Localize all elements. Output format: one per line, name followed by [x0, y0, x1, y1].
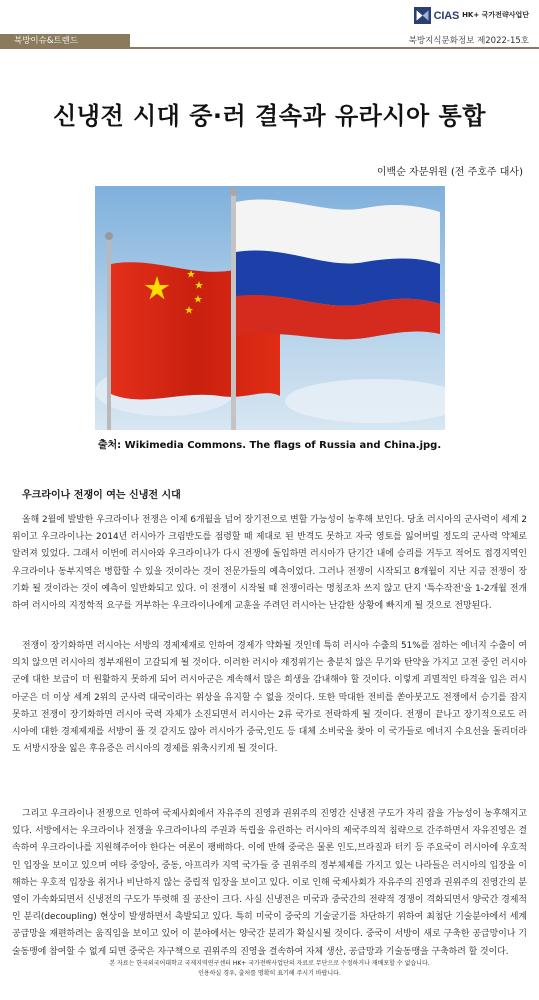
article-author: 이백순 자문위원 (전 주호주 대사) — [376, 167, 523, 178]
article-title: 신냉전 시대 중·러 결속과 유라시아 통합 — [53, 102, 486, 131]
header-bar — [0, 34, 539, 49]
cias-logo-icon — [414, 7, 431, 24]
footer-notice — [0, 959, 539, 979]
footer-line-2: 인용하실 경우, 출처를 명확히 표기해 주시기 바랍니다. — [198, 970, 341, 977]
paragraph-2: 전쟁이 장기화하면 러시아는 서방의 경제제재로 인하여 경제가 약화될 것인데 특히 러시아 수출의 51%를 점하는 에너지 수출이 여의치 않으면 러시아의 정부재원이 고갈되게 될 것이다. 이러한 러시아 재정위기는 충분치 않은 무기와 탄약을 가지고 고전 중인 러시아군에 대한 보급이 더 원활하지 못하게 되어 러시아군은 계속해서 많은 희생을 감내해야 할 것이다. 이렇게 괴멸적인 타격을 입은 러시아군은 더 이상 세계 2위의 군사력 대국이라는 위상을 유지할 수 없을 것이다. 또한 막대한 전비를 쏟아붓고도 전쟁에서 승기를 잡지 못하고 전쟁이 장기화하면 러시아 국력 자체가 소진되면서 러시아는 2류 국가로 전락하게 될 것이다. 전쟁이 끝나고 장기적으로도 러시아에 대한 경제제재를 서방이 풀 것 같지도 않아 러시아가 중국,인도 등 대체 소비국을 찾아 이 국가들로 에너지 수요선을 돌리더라도 서방시장을 잃은 후유증은 러시아의 경제를 위축시키게 될 것이다. — [12, 641, 527, 755]
flags-photo — [95, 186, 445, 430]
logo-org-name: HK+ 국가전략사업단 — [462, 10, 529, 19]
cias-logo — [414, 7, 529, 24]
issue-number: 북방지식문화정보 제2022-15호 — [408, 36, 529, 46]
logo-cias-text: CIAS — [433, 9, 460, 22]
footer-line-1: 본 자료는 한국외국어대학교 국제지역연구센터 HK+ 국가전략사업단의 자료로 무단으로 수정하거나 재배포할 수 없습니다. — [109, 960, 430, 967]
image-caption: 출처: Wikimedia Commons. The flags of Russia and China.jpg. — [97, 440, 442, 451]
section-heading: 우크라이나 전쟁이 여는 신냉전 시대 — [22, 490, 181, 501]
paragraph-3: 그리고 우크라이나 전쟁으로 인하여 국제사회에서 자유주의 진영과 권위주의 진영간 신냉전 구도가 자리 잡을 가능성이 농후해지고 있다. 서방에서는 우크라이나 전쟁을 우크라이나의 주권과 독립을 유린하는 러시아의 제국주의적 침략으로 간주하면서 자유진영은 결속하여 우크라이나를 지원해주어야 한다는 여론이 팽배하다. 이에 반해 중국은 물론 인도,브라질과 터키 등 주요국이 러시아에 우호적인 입장을 보이고 있으며 여타 중앙아, 중동, 아프리카 지역 국가들 중 권위주의 정부체제를 가지고 있는 나라들은 러시아의 입장을 이해하는 우호적 입장을 취거나 비난하지 않는 중립적 입장을 보이고 있다. 이로 인해 국제사회가 자유주의 진영과 권위주의 진영간의 분열이 가속화되면서 신냉전의 구도가 뚜렷해 질 공산이 크다. 사실 신냉전은 미국과 중국간의 전략적 경쟁이 격화되면서 양국간 경제적인 분리(decoupling) 현상이 발생하면서 촉발되고 있다. 특히 미국이 중국의 기술굴기를 차단하기 위하여 최첨단 기술분야에서 세계공급망을 재편하려는 움직임을 보이고 있어 이 분야에서는 양국간 분리가 확실시될 것이다. 중국이 서방이 새로 구축한 공급망이나 기술동맹에 참여할 수 없게 되면 중국은 자구책으로 권위주의 진영을 결속하여 자체 생산, 공급망과 기술동맹을 구축하려 할 것이다. — [12, 809, 527, 957]
header-rule — [0, 47, 539, 49]
category-label: 북방이슈&트렌드 — [14, 36, 79, 46]
paragraph-1: 올해 2월에 발발한 우크라이나 전쟁은 이제 6개월을 넘어 장기전으로 변할 가능성이 농후해 보인다. 당초 러시아의 군사력이 세계 2위이고 우크라이나는 2014년 러시아가 크림반도를 점령할 때 제대로 된 반격도 못하고 자국 영토를 잃어버릴 정도의 군사력 약체로 알려져 있었다. 그래서 이번에 러시아와 우크라이나가 다시 전쟁에 돌입하면 러시아가 단기간 내에 승리를 거두고 적어도 접경지역인 우크라이나 동부지역은 병합할 수 있을 것이라는 것이 전문가들의 예측이었다. 그러나 전쟁이 시작되고 8개월이 지난 지금 전쟁이 장기화 될 것이라는 것이 예측이 일반화되고 있다. 이 전쟁이 시작될 때 전쟁이라는 명칭조차 쓰지 않고 단지 '특수작전'을 1-2개월 전개하여 러시아의 지정학적 요구를 거부하는 우크라이나에게 교훈을 주려던 러시아는 난감한 상황에 빠지게 될 것으로 전망된다. — [12, 515, 527, 612]
